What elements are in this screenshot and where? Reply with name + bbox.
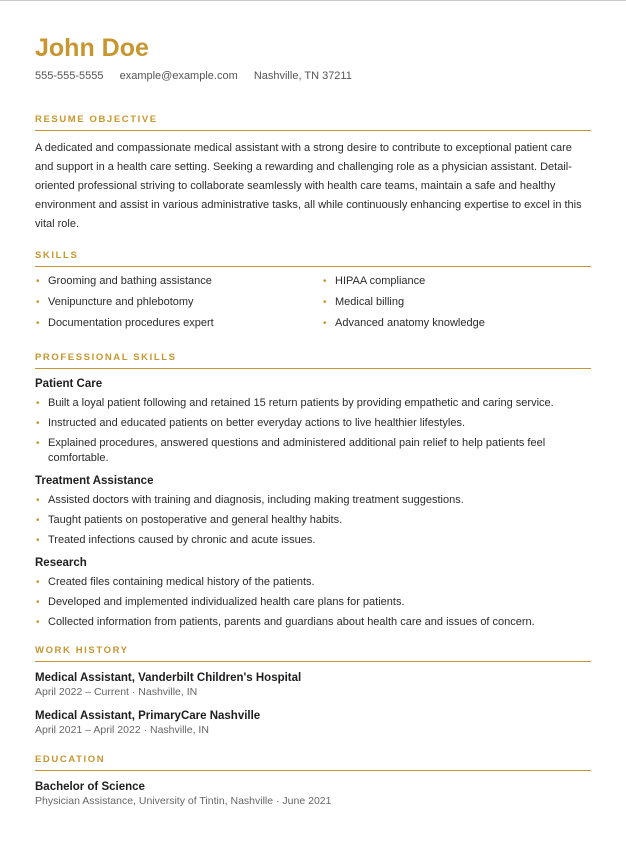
email: example@example.com — [119, 70, 238, 82]
group-heading: Treatment Assistance — [35, 475, 154, 487]
group-list — [35, 396, 591, 466]
education-meta: Physician Assistance, University of Tintin, Nashville · June 2021 — [35, 795, 332, 807]
candidate-name: John Doe — [35, 34, 149, 62]
degree: Bachelor of Science — [35, 781, 145, 793]
group-heading: Patient Care — [35, 378, 103, 390]
section-title-skills: SKILLS — [35, 250, 591, 267]
list-item: • Instructed and educated patients on better everyday actions to live healthier lifestyles. — [35, 416, 591, 431]
list-item: • Treated infections caused by chronic and acute issues. — [35, 533, 591, 548]
skill-item: • Documentation procedures expert — [35, 316, 322, 331]
contact-line — [35, 69, 591, 83]
skill-item: • HIPAA compliance — [322, 274, 591, 289]
group-heading: Research — [35, 557, 87, 569]
list-item: • Built a loyal patient following and retained 15 return patients by providing empathetic and caring service. — [35, 396, 591, 411]
location: Nashville, TN 37211 — [253, 70, 352, 82]
job-entry — [35, 709, 591, 737]
skill-item: • Advanced anatomy knowledge — [322, 316, 591, 331]
skills-grid — [35, 274, 591, 337]
job-entry — [35, 671, 591, 699]
list-item: • Created files containing medical history of the patients. — [35, 575, 591, 590]
objective-text: A dedicated and compassionate medical assistant with a strong desire to contribute to exceptional patient care and support in a health care setting. Seeking a rewarding and challenging role as a physician assistant. Detail-oriented professional striving to collaborate seamlessly with health care teams, maintain a safe and healthy environment and assist in various administrative tasks, all while continuously enhancing expertise to excel in this vital role. — [35, 142, 582, 230]
phone: 555-555-5555 — [35, 70, 104, 82]
section-title-professional-skills: PROFESSIONAL SKILLS — [35, 352, 591, 369]
section-title-objective: RESUME OBJECTIVE — [35, 114, 591, 131]
list-item: • Explained procedures, answered questions and administered additional pain relief to help patients feel comfortable. — [35, 436, 591, 466]
section-title-education: EDUCATION — [35, 754, 591, 771]
list-item: • Collected information from patients, parents and guardians about health care and issues of concern. — [35, 615, 591, 630]
section-title-work-history: WORK HISTORY — [35, 645, 591, 662]
list-item: • Assisted doctors with training and diagnosis, including making treatment suggestions. — [35, 493, 591, 508]
professional-skills — [35, 377, 591, 630]
list-item: • Taught patients on postoperative and general healthy habits. — [35, 513, 591, 528]
job-title: Medical Assistant, Vanderbilt Children's Hospital — [35, 672, 302, 684]
list-item: • Developed and implemented individualized health care plans for patients. — [35, 595, 591, 610]
skill-item: • Venipuncture and phlebotomy — [35, 295, 322, 310]
job-meta: April 2022 – Current · Nashville, IN — [35, 686, 198, 698]
job-meta: April 2021 – April 2022 · Nashville, IN — [35, 724, 209, 736]
skill-item: • Medical billing — [322, 295, 591, 310]
skills-list-left — [35, 274, 322, 337]
education-entry — [35, 780, 591, 808]
job-title: Medical Assistant, PrimaryCare Nashville — [35, 710, 261, 722]
skills-list-right — [322, 274, 591, 337]
group-list — [35, 575, 591, 630]
skill-item: • Grooming and bathing assistance — [35, 274, 322, 289]
group-list — [35, 493, 591, 548]
